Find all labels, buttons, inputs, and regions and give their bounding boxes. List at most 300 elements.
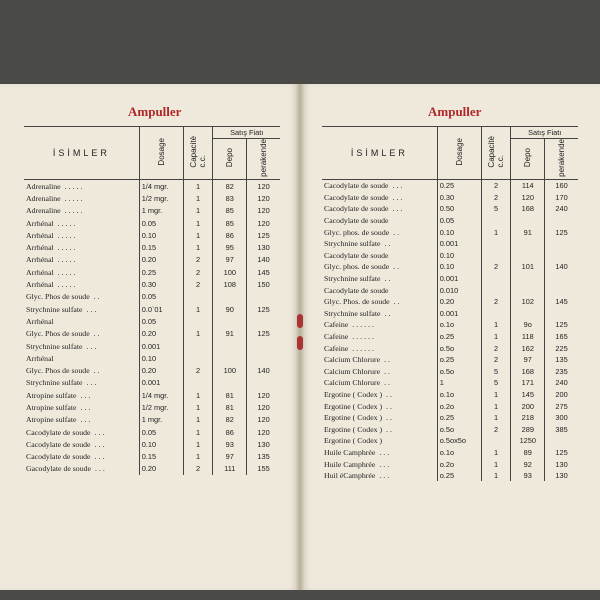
row-dosage: o.1o <box>437 389 481 401</box>
leader-dots: .. <box>384 378 392 388</box>
header-capacite: Capacitèc.c. <box>481 127 511 180</box>
row-capacite: 2 <box>183 364 213 376</box>
row-name <box>322 389 437 401</box>
row-depo: 90 <box>213 303 247 315</box>
row-perakende: 130 <box>545 458 578 470</box>
leader-dots: .. <box>93 292 102 302</box>
row-name <box>24 340 139 352</box>
row-dosage: o.2o <box>437 458 481 470</box>
row-name <box>322 366 437 378</box>
row-perakende: 125 <box>545 226 578 238</box>
row-dosage: o.5o <box>437 423 481 435</box>
row-perakende: 120 <box>247 192 280 204</box>
row-dosage: 0.25 <box>437 180 481 192</box>
row-depo <box>213 352 247 364</box>
item-name: Glyc. phos. de soude <box>324 227 390 237</box>
item-name: Strychnine sulfate <box>324 239 381 249</box>
item-name: Arrhénal <box>26 255 54 265</box>
item-name: Strychnine sulfate <box>324 274 381 284</box>
row-depo: 101 <box>511 261 545 273</box>
row-depo: 168 <box>511 366 545 378</box>
table-row <box>322 400 578 412</box>
item-name: Cacodylate de soude <box>324 192 389 202</box>
row-dosage: 0.50 <box>437 203 481 215</box>
leader-dots: ... <box>392 181 405 191</box>
row-capacite: 1 <box>183 451 213 463</box>
row-dosage: o.25 <box>437 412 481 424</box>
header-depo: Depo <box>213 139 247 180</box>
row-depo: 102 <box>511 296 545 308</box>
item-name: Cafeine <box>324 332 349 342</box>
row-name <box>322 458 437 470</box>
row-name <box>24 229 139 241</box>
row-capacite: 1 <box>183 414 213 426</box>
table-row <box>24 328 280 340</box>
leader-dots: ... <box>86 304 99 314</box>
row-perakende: 140 <box>545 261 578 273</box>
row-name <box>322 296 437 308</box>
leader-dots: .. <box>384 355 392 365</box>
table-row <box>322 180 578 192</box>
item-name: Ergotine ( Codex ) <box>324 389 383 399</box>
item-name: Arrhénal <box>26 218 54 228</box>
row-dosage: o.2o <box>437 400 481 412</box>
table-row <box>24 254 280 266</box>
row-perakende: 120 <box>247 426 280 438</box>
row-perakende <box>545 215 578 227</box>
row-depo: 145 <box>511 389 545 401</box>
row-capacite: 1 <box>183 426 213 438</box>
leader-dots: ...... <box>352 343 376 353</box>
leader-dots: .. <box>393 227 402 237</box>
row-capacite <box>481 284 511 296</box>
item-name: Huile Camphrée <box>324 447 376 457</box>
row-capacite: 5 <box>481 377 511 389</box>
row-name <box>24 364 139 376</box>
row-perakende: 125 <box>545 319 578 331</box>
table-row <box>24 364 280 376</box>
item-name: Cafeine <box>324 320 349 330</box>
leader-dots: .. <box>384 366 392 376</box>
row-capacite: 2 <box>481 296 511 308</box>
row-name <box>322 470 437 482</box>
leader-dots: ..... <box>57 218 78 228</box>
leader-dots: ... <box>94 452 107 462</box>
row-capacite: 1 <box>183 389 213 401</box>
row-name <box>322 284 437 296</box>
row-capacite: 1 <box>481 412 511 424</box>
row-dosage: 0.10 <box>437 250 481 262</box>
row-capacite <box>481 308 511 320</box>
row-name <box>24 291 139 303</box>
row-perakende <box>247 377 280 389</box>
item-name: Strychnine sulfate <box>26 378 83 388</box>
right-price-table <box>322 126 578 481</box>
row-perakende: 300 <box>545 412 578 424</box>
row-name <box>24 328 139 340</box>
row-name <box>322 180 437 192</box>
row-depo: 89 <box>511 447 545 459</box>
item-name: Strychnine sulfate <box>26 304 83 314</box>
row-depo: 97 <box>213 451 247 463</box>
header-dosage: Dosage <box>139 127 183 180</box>
row-capacite: 1 <box>481 458 511 470</box>
row-capacite: 1 <box>183 438 213 450</box>
leader-dots: ... <box>80 415 93 425</box>
leader-dots: .. <box>386 389 395 399</box>
row-capacite: 2 <box>183 266 213 278</box>
row-depo: 93 <box>213 438 247 450</box>
row-name <box>322 319 437 331</box>
item-name: Adrenaline <box>26 206 61 216</box>
row-dosage: 0.20 <box>139 463 183 475</box>
row-depo: 93 <box>511 470 545 482</box>
left-price-table <box>24 126 280 475</box>
item-name: Calcium Chlorure <box>324 366 381 376</box>
row-perakende <box>247 352 280 364</box>
row-depo <box>511 215 545 227</box>
row-capacite: 1 <box>183 401 213 413</box>
item-name: Arrhénal <box>26 316 54 326</box>
leader-dots: ..... <box>64 181 85 191</box>
row-perakende: 240 <box>545 203 578 215</box>
row-depo: 171 <box>511 377 545 389</box>
row-capacite: 1 <box>183 192 213 204</box>
header-dosage: Dosage <box>437 127 481 180</box>
row-name <box>24 426 139 438</box>
row-depo <box>511 284 545 296</box>
row-perakende: 135 <box>247 451 280 463</box>
row-capacite: 1 <box>183 328 213 340</box>
leader-dots: ..... <box>64 206 85 216</box>
leader-dots: ..... <box>57 243 78 253</box>
row-perakende <box>247 291 280 303</box>
table-row <box>322 331 578 343</box>
row-perakende: 150 <box>247 278 280 290</box>
row-capacite <box>481 273 511 285</box>
leader-dots: ... <box>80 390 93 400</box>
leader-dots: .. <box>93 329 102 339</box>
header-names: İSİMLER <box>322 127 437 180</box>
row-capacite: 5 <box>481 366 511 378</box>
table-row <box>322 296 578 308</box>
item-name: Cacodylate de soude <box>26 427 91 437</box>
row-name <box>322 354 437 366</box>
item-name: Ergotine ( Codex ) <box>324 436 383 446</box>
row-depo: 86 <box>213 426 247 438</box>
item-name: Gacodylate de soude <box>26 464 91 474</box>
row-name <box>322 308 437 320</box>
leader-dots: ..... <box>57 230 78 240</box>
header-perakende: perakende <box>545 139 578 180</box>
header-capacite: Capacitèc.c. <box>183 127 213 180</box>
row-depo: 120 <box>511 192 545 204</box>
table-row <box>24 377 280 389</box>
table-row <box>24 389 280 401</box>
table-row <box>24 414 280 426</box>
row-capacite: 2 <box>183 278 213 290</box>
table-row <box>322 470 578 482</box>
leader-dots: ... <box>392 192 405 202</box>
row-depo <box>213 291 247 303</box>
item-name: Adrenaline <box>26 193 61 203</box>
row-perakende: 130 <box>247 241 280 253</box>
item-name: Arrhénal <box>26 280 54 290</box>
item-name: Strychnine sulfate <box>324 308 381 318</box>
row-capacite: 2 <box>481 192 511 204</box>
item-name: Cacodylate de soude <box>324 250 389 260</box>
table-row <box>24 451 280 463</box>
row-dosage: 0.20 <box>139 328 183 340</box>
header-names: İSİMLER <box>24 127 139 180</box>
row-depo: 118 <box>511 331 545 343</box>
row-perakende: 155 <box>247 463 280 475</box>
row-depo <box>213 377 247 389</box>
row-depo: 85 <box>213 217 247 229</box>
row-capacite: 1 <box>183 205 213 217</box>
table-row <box>24 278 280 290</box>
row-perakende: 135 <box>545 354 578 366</box>
row-depo: 97 <box>511 354 545 366</box>
row-perakende: 275 <box>545 400 578 412</box>
leader-dots: .. <box>393 262 402 272</box>
row-capacite <box>183 377 213 389</box>
leader-dots: ... <box>80 402 93 412</box>
row-capacite: 2 <box>481 354 511 366</box>
table-row <box>322 366 578 378</box>
row-perakende: 120 <box>247 217 280 229</box>
row-name <box>322 215 437 227</box>
table-row <box>322 250 578 262</box>
row-name <box>322 435 437 447</box>
item-name: Glyc. Phos de soude <box>26 292 90 302</box>
item-name: Arrhénal <box>26 353 54 363</box>
item-name: Cacodylate de soude <box>324 285 389 295</box>
row-dosage: 0.05 <box>139 426 183 438</box>
row-name <box>322 342 437 354</box>
leader-dots: .. <box>386 413 395 423</box>
row-perakende: 140 <box>247 364 280 376</box>
row-name <box>24 241 139 253</box>
row-depo <box>511 250 545 262</box>
right-page-title: Ampuller <box>428 104 482 119</box>
leader-dots: .. <box>384 239 393 249</box>
table-row <box>24 463 280 475</box>
table-row <box>322 435 578 447</box>
row-name <box>24 303 139 315</box>
leader-dots: ... <box>86 341 99 351</box>
row-capacite <box>481 250 511 262</box>
row-dosage: o.25 <box>437 354 481 366</box>
row-perakende <box>545 435 578 447</box>
row-depo: 82 <box>213 414 247 426</box>
row-depo: 86 <box>213 229 247 241</box>
row-perakende: 125 <box>545 447 578 459</box>
table-row <box>322 447 578 459</box>
leader-dots: ... <box>94 427 107 437</box>
row-name <box>24 451 139 463</box>
header-satis-fiati: Satış Fiatı <box>511 127 578 139</box>
row-depo: 91 <box>213 328 247 340</box>
row-capacite <box>183 291 213 303</box>
row-capacite <box>481 435 511 447</box>
table-row <box>24 229 280 241</box>
staple <box>297 336 303 350</box>
table-row <box>24 241 280 253</box>
row-perakende <box>545 273 578 285</box>
row-capacite <box>481 238 511 250</box>
leader-dots: .. <box>386 424 395 434</box>
row-depo: 100 <box>213 266 247 278</box>
row-perakende: 235 <box>545 366 578 378</box>
row-perakende <box>247 315 280 327</box>
row-depo: 81 <box>213 401 247 413</box>
row-dosage: o.5o <box>437 342 481 354</box>
row-capacite: 1 <box>481 389 511 401</box>
leader-dots: ... <box>379 471 392 481</box>
item-name: Glyc. Phos. de soude <box>324 297 390 307</box>
item-name: Cacodylate de soude <box>26 452 91 462</box>
leader-dots: ..... <box>57 280 78 290</box>
header-satis-fiati: Satış Fiatı <box>213 127 280 139</box>
item-name: Ergotine ( Codex ) <box>324 401 383 411</box>
item-name: Huile Camphrée <box>324 459 376 469</box>
leader-dots: ... <box>94 464 107 474</box>
leader-dots: ... <box>86 378 99 388</box>
row-perakende: 120 <box>247 180 280 193</box>
row-depo <box>511 308 545 320</box>
row-capacite <box>183 315 213 327</box>
leader-dots: .. <box>393 297 402 307</box>
row-depo: 289 <box>511 423 545 435</box>
table-row <box>322 377 578 389</box>
table-row <box>24 340 280 352</box>
row-capacite <box>183 340 213 352</box>
row-name <box>24 377 139 389</box>
row-name <box>24 315 139 327</box>
row-dosage: 0.30 <box>139 278 183 290</box>
row-dosage: 0.001 <box>139 340 183 352</box>
header-perakende: perakende <box>247 139 280 180</box>
item-name: Atropine sulfate <box>26 390 77 400</box>
row-perakende: 170 <box>545 192 578 204</box>
row-depo: 83 <box>213 192 247 204</box>
row-name <box>24 463 139 475</box>
row-depo: 100 <box>213 364 247 376</box>
row-dosage: 0.05 <box>139 217 183 229</box>
row-perakende <box>247 340 280 352</box>
table-row <box>24 426 280 438</box>
leader-dots: ..... <box>64 193 85 203</box>
table-row <box>322 458 578 470</box>
row-dosage: 0.25 <box>139 266 183 278</box>
row-depo: 168 <box>511 203 545 215</box>
row-dosage: 0.010 <box>437 284 481 296</box>
row-capacite: 1 <box>481 470 511 482</box>
table-row <box>322 215 578 227</box>
leader-dots: ...... <box>352 332 376 342</box>
row-capacite: 1 <box>481 331 511 343</box>
row-name <box>24 438 139 450</box>
table-row <box>322 389 578 401</box>
row-perakende: 120 <box>247 414 280 426</box>
row-dosage: 0.20 <box>139 254 183 266</box>
table-row <box>322 308 578 320</box>
item-name: Cacodylate de soude <box>324 204 389 214</box>
leader-dots: .. <box>384 274 393 284</box>
row-perakende: 120 <box>247 401 280 413</box>
row-capacite <box>183 352 213 364</box>
row-perakende: 120 <box>247 205 280 217</box>
row-depo: 108 <box>213 278 247 290</box>
row-dosage: o.25 <box>437 470 481 482</box>
leader-dots: ... <box>379 447 392 457</box>
row-perakende: 125 <box>247 229 280 241</box>
row-dosage: o.5ox5o <box>437 435 481 447</box>
table-row <box>322 412 578 424</box>
leader-dots: .. <box>386 401 395 411</box>
row-dosage: 1 <box>437 377 481 389</box>
table-row <box>322 354 578 366</box>
row-depo: 85 <box>213 205 247 217</box>
table-row <box>24 291 280 303</box>
row-depo <box>511 273 545 285</box>
row-capacite: 2 <box>481 423 511 435</box>
row-capacite: 5 <box>481 203 511 215</box>
row-name <box>24 389 139 401</box>
row-dosage: o.1o <box>437 319 481 331</box>
leader-dots: ... <box>94 439 107 449</box>
row-perakende <box>545 250 578 262</box>
leader-dots: ... <box>392 204 405 214</box>
row-depo: 162 <box>511 342 545 354</box>
row-perakende: 145 <box>247 266 280 278</box>
row-depo: 91 <box>511 226 545 238</box>
row-name <box>322 423 437 435</box>
row-name <box>24 352 139 364</box>
row-capacite: 1 <box>183 180 213 193</box>
table-row <box>322 203 578 215</box>
row-dosage: 1/2 mgr. <box>139 401 183 413</box>
item-name: Atropine sulfate <box>26 402 77 412</box>
row-depo: 81 <box>213 389 247 401</box>
leader-dots: ... <box>379 459 392 469</box>
row-depo: 1250 <box>511 435 545 447</box>
row-dosage: 0.15 <box>139 451 183 463</box>
row-capacite: 2 <box>183 254 213 266</box>
table-row <box>322 226 578 238</box>
row-name <box>24 217 139 229</box>
table-row <box>24 180 280 193</box>
row-name <box>24 401 139 413</box>
row-depo: 114 <box>511 180 545 192</box>
row-capacite <box>481 215 511 227</box>
row-capacite: 1 <box>481 226 511 238</box>
item-name: Arrhénal <box>26 243 54 253</box>
row-perakende: 140 <box>247 254 280 266</box>
row-depo: 9o <box>511 319 545 331</box>
row-dosage: 0.0`01 <box>139 303 183 315</box>
row-dosage: 1 mgr. <box>139 414 183 426</box>
row-name <box>322 377 437 389</box>
row-perakende: 145 <box>545 296 578 308</box>
item-name: Glyc. phos. de soude <box>324 262 390 272</box>
row-name <box>24 205 139 217</box>
row-perakende: 165 <box>545 331 578 343</box>
row-dosage: 1 mgr. <box>139 205 183 217</box>
row-dosage: o.1o <box>437 447 481 459</box>
row-depo: 97 <box>213 254 247 266</box>
